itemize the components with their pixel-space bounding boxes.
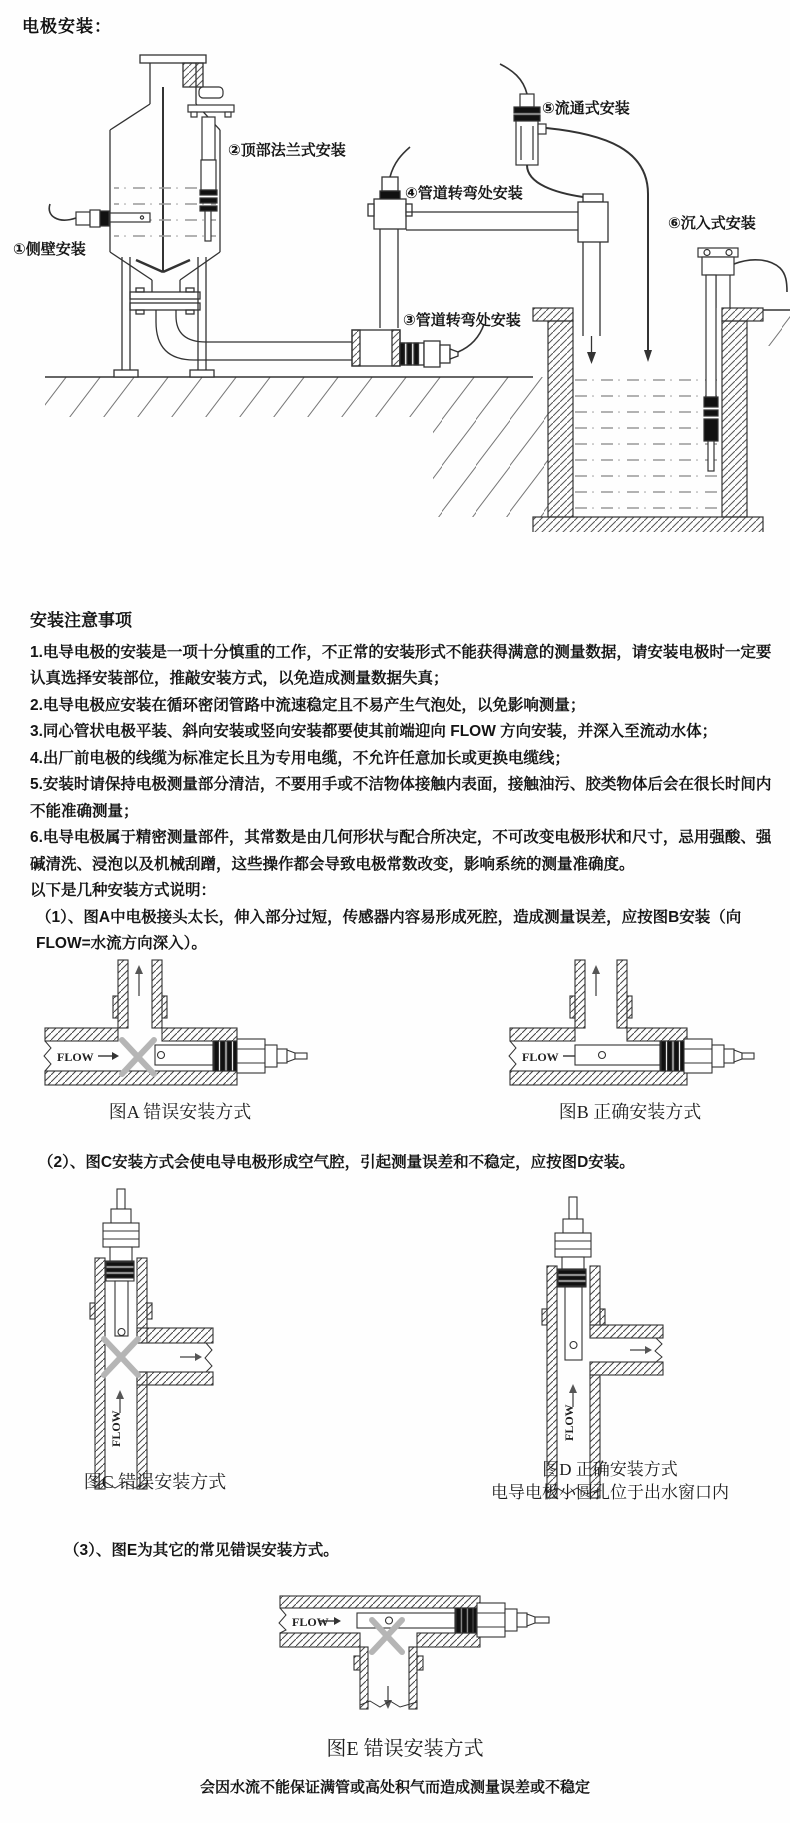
installation-notes (30, 608, 774, 958)
pipe-assembly (352, 147, 578, 367)
electrode (155, 1039, 307, 1073)
note-point-3: （3）、图E为其它的常见错误安装方式。 (64, 1542, 339, 1559)
ground-left (45, 377, 548, 517)
flow-label: FLOW (57, 1050, 94, 1064)
figure-d-caption-line2: 电导电极小圆孔位于出水窗口内 (491, 1483, 729, 1502)
electrode (555, 1197, 591, 1360)
drop-pipe (578, 194, 608, 364)
electrode (575, 1039, 754, 1073)
figure-c-caption: 图C 错误安装方式 (83, 1472, 227, 1492)
figure-e-drawing (240, 1590, 570, 1730)
notes-heading: 安装注意事项 (30, 611, 132, 630)
flow-label: FLOW (562, 1404, 576, 1441)
label-pipe-bend-install-4: ④管道转弯处安装 (405, 185, 523, 202)
label-pipe-bend-install-3: ③管道转弯处安装 (403, 312, 521, 329)
note-point-1: （1）、图A中电极接头太长，伸入部分过短，传感器内容易形成死腔，造成测量误差，应按图B安装（向FLOW=水流方向深入）。 (36, 908, 742, 952)
installation-overview-diagram (0, 52, 790, 532)
figure-d-caption (450, 1458, 770, 1504)
flow-label: FLOW (522, 1050, 559, 1064)
note-item: 4.出厂前电极的线缆为标准定长且为专用电缆，不允许任意加长或更换电缆线； (30, 749, 570, 767)
label-submersible-install: ⑥沉入式安装 (668, 215, 756, 232)
figure-e-caption: 图E 错误安装方式 (326, 1738, 484, 1760)
label-top-flange-install: ②顶部法兰式安装 (228, 142, 346, 159)
error-cross (104, 1339, 138, 1375)
flow-label: FLOW (292, 1615, 329, 1629)
figure-a-drawing (30, 956, 330, 1096)
label-side-wall-install: ①侧壁安装 (13, 241, 86, 258)
note-point-2: （2）、图C安装方式会使电导电极形成空气腔，引起测量误差和不稳定，应按图D安装。 (38, 1154, 635, 1171)
pit (533, 308, 790, 532)
note-item: 5.安装时请保持电极测量部分清洁，不要用手或不洁物体接触内表面，接触油污、胶类物体后会在很长时间内不能准确测量； (30, 776, 772, 820)
footer-note: 会因水流不能保证满管或高处积气而造成测量误差或不稳定 (199, 1779, 590, 1796)
tee-pipe (45, 960, 237, 1085)
figure-b-drawing (480, 956, 780, 1096)
note-item: 2.电导电极应安装在循环密闭管路中流速稳定且不易产生气泡处，以免影响测量； (30, 696, 586, 714)
figure-d-caption-line1: 图D 正确安装方式 (542, 1460, 678, 1479)
flow-label: FLOW (109, 1410, 123, 1447)
electrode (103, 1189, 139, 1336)
figure-a-caption: 图A 错误安装方式 (108, 1102, 252, 1122)
label-flow-through-install: ⑤流通式安装 (542, 100, 630, 117)
error-cross (122, 1040, 154, 1074)
figure-c-drawing (40, 1185, 270, 1510)
figure-b-caption: 图B 正确安装方式 (558, 1102, 702, 1122)
note-item: 1.电导电极的安装是一项十分慎重的工作，不正常的安装形式不能获得满意的测量数据，请安装电极时一定要认真选择安装部位，推敲安装方式，以免造成测量数据失真； (30, 643, 772, 687)
electrode-pipe-bend-lower (400, 324, 484, 367)
notes-intro: 以下是几种安装方式说明： (30, 882, 217, 899)
note-item: 6.电导电极属于精密测量部件，其常数是由几何形状与配合所决定，不可改变电极形状和尺寸，忌用强酸、强碱清洗、浸泡以及机械刮蹭，这些操作都会导致电极常数改变，影响系统的测量准确度。 (30, 829, 772, 873)
note-item: 3.同心管状电极平装、斜向安装或竖向安装都要使其前端迎向 FLOW 方向安装，并深入至流动水体； (30, 723, 718, 740)
page-title: 电极安装： (22, 17, 112, 36)
